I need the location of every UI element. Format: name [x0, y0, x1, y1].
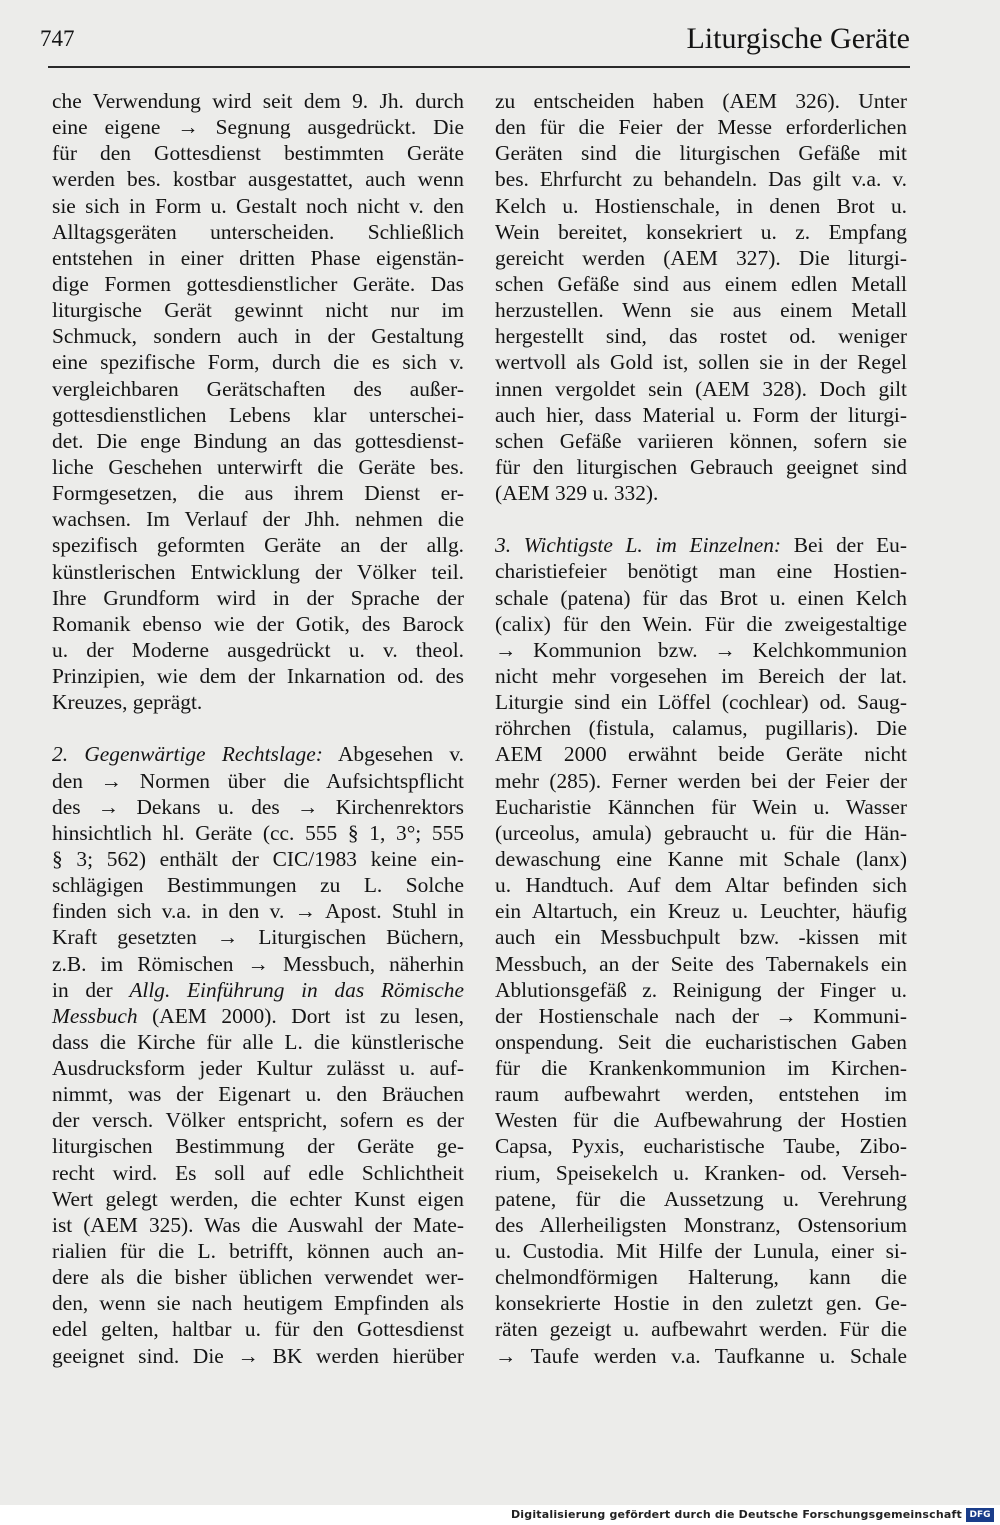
line-text: → Taufe werden v.a. Taufkanne u. Schale: [495, 1343, 907, 1368]
text-line: [52, 689, 464, 715]
text-line: [52, 977, 464, 1003]
paragraph-gap: [495, 506, 907, 532]
line-text: ein Altartuch, ein Kreuz u. Leuchter, häufig: [495, 899, 907, 924]
line-text: Ausdrucksform jeder Kultur zulässt u. auf-: [52, 1056, 464, 1081]
text-line: [495, 611, 907, 637]
text-line: [52, 924, 464, 950]
line-text: Eucharistie Kännchen für Wein u. Wasser: [495, 794, 907, 819]
text-line: [52, 768, 464, 794]
line-text: auch hier, dass Material u. Form der liturgi-: [495, 402, 907, 427]
line-text: det. Die enge Bindung an das gottesdienst-: [52, 428, 464, 453]
paragraph-gap: [52, 715, 464, 741]
text-line: [495, 1081, 907, 1107]
text-line: [495, 140, 907, 166]
line-text: dige Formen gottesdienstlicher Geräte. Das: [52, 271, 464, 296]
text-line: [52, 1264, 464, 1290]
italic-heading-text: Messbuch: [52, 1003, 138, 1028]
line-text: edel gelten, haltbar u. für den Gottesdienst: [52, 1317, 464, 1342]
line-text: u. Custodia. Mit Hilfe der Lunula, einer si-: [495, 1239, 907, 1264]
text-line: [52, 1160, 464, 1186]
line-text: für die Krankenkommunion im Kirchen-: [495, 1056, 907, 1081]
line-text: liturgischen Bestimmung der Geräte ge-: [52, 1134, 464, 1159]
text-line: [52, 532, 464, 558]
text-line: [495, 1290, 907, 1316]
line-text: → Kommunion bzw. → Kelchkommunion: [495, 637, 907, 662]
text-line: [52, 88, 464, 114]
line-text: Geräten sind die liturgischen Gefäße mit: [495, 141, 907, 166]
text-line: [495, 977, 907, 1003]
line-text: konsekrierte Hostie in den zuletzt gen. Ge-: [495, 1291, 907, 1316]
line-text: Kelch u. Hostienschale, in denen Brot u.: [495, 193, 907, 218]
text-line: [495, 585, 907, 611]
text-line: [495, 114, 907, 140]
italic-heading-text: 3. Wichtigste L. im Einzelnen:: [495, 533, 782, 558]
line-text: den → Normen über die Aufsichtspflicht: [52, 768, 464, 793]
line-text: rium, Speisekelch u. Kranken- od. Verseh-: [495, 1160, 907, 1185]
text-line: [495, 663, 907, 689]
text-line: [495, 166, 907, 192]
text-line: [52, 559, 464, 585]
text-line: [495, 715, 907, 741]
line-text: u. der Moderne ausgedrückt u. v. theol.: [52, 637, 464, 662]
text-line: [52, 663, 464, 689]
line-text: (calix) für den Wein. Für die zweigestaltige: [495, 611, 907, 636]
text-line: [52, 297, 464, 323]
text-line: [52, 1186, 464, 1212]
text-line: [495, 1264, 907, 1290]
line-text: Kreuzes, geprägt.: [52, 690, 203, 715]
text-line: [495, 88, 907, 114]
text-line: [495, 872, 907, 898]
text-line: [495, 193, 907, 219]
line-text: (AEM 329 u. 332).: [495, 481, 659, 506]
text-line: [495, 1186, 907, 1212]
line-text: bes. Ehrfurcht zu behandeln. Das gilt v.a. v.: [495, 167, 907, 192]
line-text: onspendung. Seit die eucharistischen Gaben: [495, 1029, 907, 1054]
line-text: Formgesetzen, die aus ihrem Dienst er-: [52, 481, 464, 506]
left-column: [52, 88, 464, 1369]
text-line: [495, 1212, 907, 1238]
text-line: [52, 846, 464, 872]
line-text: dere als die bisher üblichen verwendet wer-: [52, 1265, 464, 1290]
line-text: geeignet sind. Die → BK werden hierüber: [52, 1343, 464, 1368]
line-text: raum aufbewahrt werden, entstehen im: [495, 1082, 907, 1107]
dfg-logo: DFG: [966, 1508, 994, 1522]
line-text: wertvoll als Gold ist, sollen sie in der Regel: [495, 350, 907, 375]
line-text: finden sich v.a. in den v. → Apost. Stuhl in: [52, 899, 464, 924]
text-line: [52, 402, 464, 428]
line-text: dass die Kirche für alle L. die künstlerische: [52, 1029, 464, 1054]
text-line: [52, 1029, 464, 1055]
line-text: Messbuch, an der Seite des Tabernakels ein: [495, 951, 907, 976]
line-text: Ablutionsgefäß z. Reinigung der Finger u.: [495, 977, 907, 1002]
line-text: der Hostienschale nach der → Kommuni-: [495, 1003, 907, 1028]
italic-heading-text: Allg. Einführung in das Römische: [129, 977, 464, 1002]
text-line: [495, 402, 907, 428]
line-text: liturgische Gerät gewinnt nicht nur im: [52, 298, 464, 323]
text-line: [52, 1081, 464, 1107]
text-line: [495, 1029, 907, 1055]
line-text: eine eigene → Segnung ausgedrückt. Die: [52, 115, 464, 140]
text-line: [495, 741, 907, 767]
text-line: [495, 924, 907, 950]
text-line: [52, 1055, 464, 1081]
line-text: des → Dekans u. des → Kirchenrektors: [52, 794, 464, 819]
text-line: [52, 140, 464, 166]
text-line: [495, 1133, 907, 1159]
text-line: [52, 1212, 464, 1238]
line-text: patene, für die Aussetzung u. Verehrung: [495, 1186, 907, 1211]
line-text: Liturgie sind ein Löffel (cochlear) od. Saug-: [495, 690, 907, 715]
text-line: [52, 794, 464, 820]
text-line: [52, 245, 464, 271]
text-line: [495, 1003, 907, 1029]
text-line: [52, 611, 464, 637]
text-line: [495, 951, 907, 977]
line-text: herzustellen. Wenn sie aus einem Metall: [495, 298, 907, 323]
line-text: werden bes. kostbar ausgestattet, auch wenn: [52, 167, 464, 192]
text-line: [495, 376, 907, 402]
text-line: [52, 637, 464, 663]
line-text: gereicht werden (AEM 327). Die liturgi-: [495, 245, 907, 270]
right-column: [495, 88, 907, 1369]
text-line: [52, 585, 464, 611]
line-text: Kraft gesetzten → Liturgischen Büchern,: [52, 925, 464, 950]
line-text: entstehen in einer dritten Phase eigenstän-: [52, 245, 464, 270]
text-line: [495, 219, 907, 245]
text-line: [495, 1055, 907, 1081]
text-line: [52, 114, 464, 140]
line-text: den für die Feier der Messe erforderlichen: [495, 115, 907, 140]
line-text: für den liturgischen Gebrauch geeignet sind: [495, 454, 907, 479]
running-title: Liturgische Geräte: [686, 22, 910, 55]
text-line: [495, 794, 907, 820]
line-text: auch ein Messbuchpult bzw. -kissen mit: [495, 925, 907, 950]
line-text: liche Geschehen unterwirft die Geräte bes.: [52, 454, 464, 479]
text-line: [495, 846, 907, 872]
text-line: [495, 245, 907, 271]
line-text: zu entscheiden haben (AEM 326). Unter: [495, 89, 907, 113]
text-line: [52, 323, 464, 349]
text-line: [495, 349, 907, 375]
line-text: ist (AEM 325). Was die Auswahl der Mate-: [52, 1212, 464, 1237]
text-line: [495, 820, 907, 846]
text-line: [495, 271, 907, 297]
text-line: [52, 1133, 464, 1159]
line-text: des Allerheiligsten Monstranz, Ostensorium: [495, 1212, 907, 1237]
text-line: [52, 271, 464, 297]
italic-heading-text: 2. Gegenwärtige Rechtslage:: [52, 742, 323, 767]
line-text: den, wenn sie nach heutigem Empfinden als: [52, 1291, 464, 1316]
line-text: che Verwendung wird seit dem 9. Jh. durch: [52, 89, 464, 113]
line-text: röhrchen (fistula, calamus, pugillaris). Die: [495, 716, 907, 741]
line-text: künstlerischen Entwicklung der Völker teil.: [52, 559, 464, 584]
text-line: [52, 898, 464, 924]
line-text: Wert gelegt werden, die echter Kunst eigen: [52, 1186, 464, 1211]
line-text: recht wird. Es soll auf edle Schlichtheit: [52, 1160, 464, 1185]
footer-credit: Digitalisierung gefördert durch die Deutsche Forschungsgemeinschaft: [510, 1508, 962, 1521]
text-line: [52, 219, 464, 245]
text-line: [52, 1290, 464, 1316]
text-line: [495, 532, 907, 558]
text-line: [52, 1238, 464, 1264]
page-number: 747: [40, 26, 75, 51]
line-text: (AEM 2000). Dort ist zu lesen,: [137, 1003, 464, 1028]
page-header: [40, 20, 910, 62]
text-line: [495, 1343, 907, 1369]
header-rule: [48, 66, 910, 68]
line-text: (urceolus, amula) gebraucht u. für die Hän-: [495, 820, 907, 845]
line-text: § 3; 562) enthält der CIC/1983 keine ein-: [52, 846, 464, 871]
text-line: [52, 820, 464, 846]
text-line: [52, 506, 464, 532]
line-text: räten gezeigt u. aufbewahrt werden. Für die: [495, 1317, 907, 1342]
line-text: chelmondförmigen Halterung, kann die: [495, 1265, 907, 1290]
line-text: innen vergoldet sein (AEM 328). Doch gilt: [495, 376, 907, 401]
line-text: Prinzipien, wie dem der Inkarnation od. des: [52, 664, 464, 689]
line-text: z.B. im Römischen → Messbuch, näherhin: [52, 951, 464, 976]
text-line: [52, 741, 464, 767]
text-line: [52, 1107, 464, 1133]
line-text: vergleichbaren Gerätschaften des außer-: [52, 376, 464, 401]
line-text: spezifisch geformten Geräte an der allg.: [52, 533, 464, 558]
line-text: schlägigen Bestimmungen zu L. Solche: [52, 873, 464, 898]
text-line: [495, 1107, 907, 1133]
text-line: [52, 349, 464, 375]
line-text: dewaschung eine Kanne mit Schale (lanx): [495, 846, 907, 871]
line-text: Romanik ebenso wie der Gotik, des Barock: [52, 611, 464, 636]
line-text: Abgesehen v.: [322, 742, 464, 767]
line-text: schen Gefäße sind aus einem edlen Metall: [495, 271, 907, 296]
line-text: nicht mehr vorgesehen im Bereich der lat.: [495, 663, 907, 688]
line-text: der versch. Völker entspricht, sofern es der: [52, 1108, 464, 1133]
text-line: [495, 480, 907, 506]
text-line: [495, 689, 907, 715]
text-line: [495, 558, 907, 584]
line-text: AEM 2000 erwähnt beide Geräte nicht: [495, 742, 907, 767]
digitization-footer: [0, 1505, 1000, 1525]
line-text: eine spezifische Form, durch die es sich v.: [52, 350, 464, 375]
line-text: u. Handtuch. Auf dem Altar befinden sich: [495, 873, 907, 898]
text-line: [495, 1238, 907, 1264]
text-line: [52, 951, 464, 977]
text-line: [52, 480, 464, 506]
line-text: für den Gottesdienst bestimmten Geräte: [52, 141, 464, 166]
text-line: [495, 637, 907, 663]
line-text: gottesdienstlichen Lebens klar unterschei-: [52, 402, 464, 427]
text-line: [52, 1343, 464, 1369]
text-line: [52, 1003, 464, 1029]
text-line: [495, 297, 907, 323]
line-text: Bei der Eu-: [781, 533, 908, 558]
line-text: in der: [52, 977, 130, 1002]
line-text: charistiefeier benötigt man eine Hostien-: [495, 559, 907, 584]
text-line: [495, 428, 907, 454]
line-text: hinsichtlich hl. Geräte (cc. 555 § 1, 3°; 555: [52, 820, 464, 845]
line-text: nimmt, was der Eigenart u. den Bräuchen: [52, 1082, 464, 1107]
text-line: [495, 1316, 907, 1342]
line-text: wachsen. Im Verlauf der Jhh. nehmen die: [52, 507, 464, 532]
line-text: hergestellt sind, das rostet od. weniger: [495, 324, 907, 349]
line-text: rialien für die L. betrifft, können auch an-: [52, 1239, 464, 1264]
line-text: Schmuck, sondern auch in der Gestaltung: [52, 324, 464, 349]
line-text: Alltagsgeräten unterscheiden. Schließlich: [52, 219, 464, 244]
text-line: [495, 768, 907, 794]
text-line: [495, 1160, 907, 1186]
text-line: [52, 454, 464, 480]
text-line: [52, 376, 464, 402]
line-text: Wein bereitet, konsekriert u. z. Empfang: [495, 219, 907, 244]
line-text: schen Gefäße variieren können, sofern sie: [495, 428, 907, 453]
text-line: [52, 428, 464, 454]
text-line: [495, 323, 907, 349]
line-text: mehr (285). Ferner werden bei der Feier der: [495, 768, 907, 793]
text-line: [52, 166, 464, 192]
text-line: [52, 1316, 464, 1342]
text-line: [52, 872, 464, 898]
text-line: [495, 898, 907, 924]
text-line: [495, 454, 907, 480]
text-line: [52, 193, 464, 219]
line-text: Capsa, Pyxis, eucharistische Taube, Zibo-: [495, 1134, 907, 1159]
line-text: schale (patena) für das Brot u. einen Kelch: [495, 585, 907, 610]
line-text: sie sich in Form u. Gestalt noch nicht v. den: [52, 193, 464, 218]
line-text: Ihre Grundform wird in der Sprache der: [52, 585, 464, 610]
line-text: Westen für die Aufbewahrung der Hostien: [495, 1108, 907, 1133]
